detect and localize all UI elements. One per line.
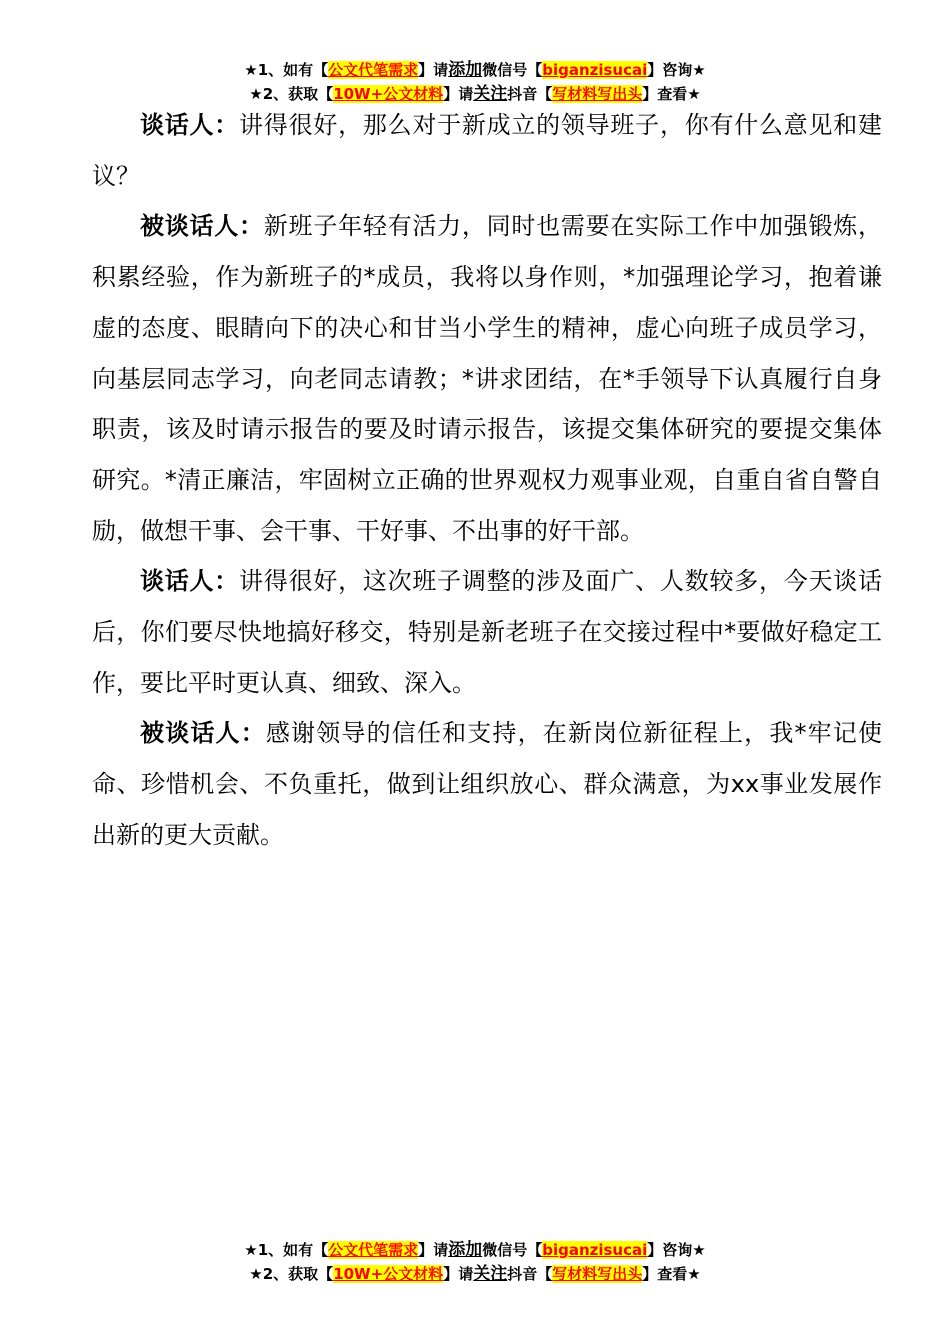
header-line-2-text: 】请 [443, 85, 474, 103]
follow-emphasis: 关注 [473, 1264, 508, 1284]
add-emphasis: 添加 [448, 1240, 483, 1260]
speaker-label: 被谈话人： [140, 212, 264, 241]
header-line-2-text: 抖音【 [507, 85, 553, 103]
dialogue-paragraph [92, 556, 882, 708]
header-line-2-text: ★2、获取【 [249, 85, 334, 103]
wechat-id-highlight: biganzisucai [542, 1241, 648, 1259]
header-banner [0, 58, 950, 106]
add-emphasis: 添加 [448, 60, 483, 80]
materials-highlight: 10W+公文材料 [333, 85, 444, 103]
douyin-account-highlight: 写材料写出头 [552, 1265, 643, 1283]
ghostwriting-highlight: 公文代笔需求 [328, 61, 419, 79]
speaker-label: 谈话人： [140, 111, 240, 139]
speaker-label: 被谈话人： [140, 719, 266, 748]
footer-line-2-text: 】请 [443, 1265, 474, 1283]
follow-emphasis: 关注 [473, 84, 508, 104]
header-line-1 [0, 58, 950, 82]
footer-line-1-text: 】咨询★ [647, 1241, 706, 1259]
footer-banner [0, 1238, 950, 1286]
dialogue-text: 讲得很好，这次班子调整的涉及面广、人数较多，今天谈话后，你们要尽快地搞好移交，特别是新老班子在交接过程中*要做好稳定工作，要比平时更认真、细致、深入。 [92, 567, 883, 697]
materials-highlight: 10W+公文材料 [333, 1265, 444, 1283]
dialogue-paragraph [92, 201, 882, 556]
footer-line-2-text: 】查看★ [642, 1265, 701, 1283]
speaker-label: 谈话人： [140, 567, 240, 596]
dialogue-text: 感谢领导的信任和支持，在新岗位新征程上，我*牢记使命、珍惜机会、不负重托，做到让组织放心、群众满意，为xx事业发展作出新的更大贡献。 [92, 719, 883, 849]
header-line-2-text: 】查看★ [642, 85, 701, 103]
footer-line-1-text: 微信号【 [482, 1241, 543, 1259]
footer-line-2-text: ★2、获取【 [249, 1265, 334, 1283]
dialogue-text: 讲得很好，那么对于新成立的领导班子，你有什么意见和建议？ [92, 111, 883, 190]
footer-line-2-text: 抖音【 [507, 1265, 553, 1283]
ghostwriting-highlight: 公文代笔需求 [328, 1241, 419, 1259]
footer-line-1 [0, 1238, 950, 1262]
footer-line-1-text: 】请 [418, 1241, 449, 1259]
dialogue-paragraph [92, 708, 882, 860]
header-line-1-text: ★1、如有【 [244, 61, 329, 79]
header-line-1-text: 微信号【 [482, 61, 543, 79]
footer-line-1-text: ★1、如有【 [244, 1241, 329, 1259]
dialogue-paragraph [92, 100, 882, 201]
dialogue-text: 新班子年轻有活力，同时也需要在实际工作中加强锻炼，积累经验，作为新班子的*成员，我将以身作则，*加强理论学习，抱着谦虚的态度、眼睛向下的决心和甘当小学生的精神，虚心向班子成员学习，向基层同志学习，向老同志请教；*讲求团结，在*手领导下认真履行自身职责，该及时请示报告的要及时请示报告，该提交集体研究的要提交集体研究。*清正廉洁，牢固树立正确的世界观权力观事业观，自重自省自警自励，做想干事、会干事、干好事、不出事的好干部。 [92, 212, 883, 545]
header-line-1-text: 】请 [418, 61, 449, 79]
footer-line-2 [0, 1262, 950, 1286]
douyin-account-highlight: 写材料写出头 [552, 85, 643, 103]
header-line-1-text: 】咨询★ [647, 61, 706, 79]
wechat-id-highlight: biganzisucai [542, 61, 648, 79]
document-body [92, 100, 882, 861]
